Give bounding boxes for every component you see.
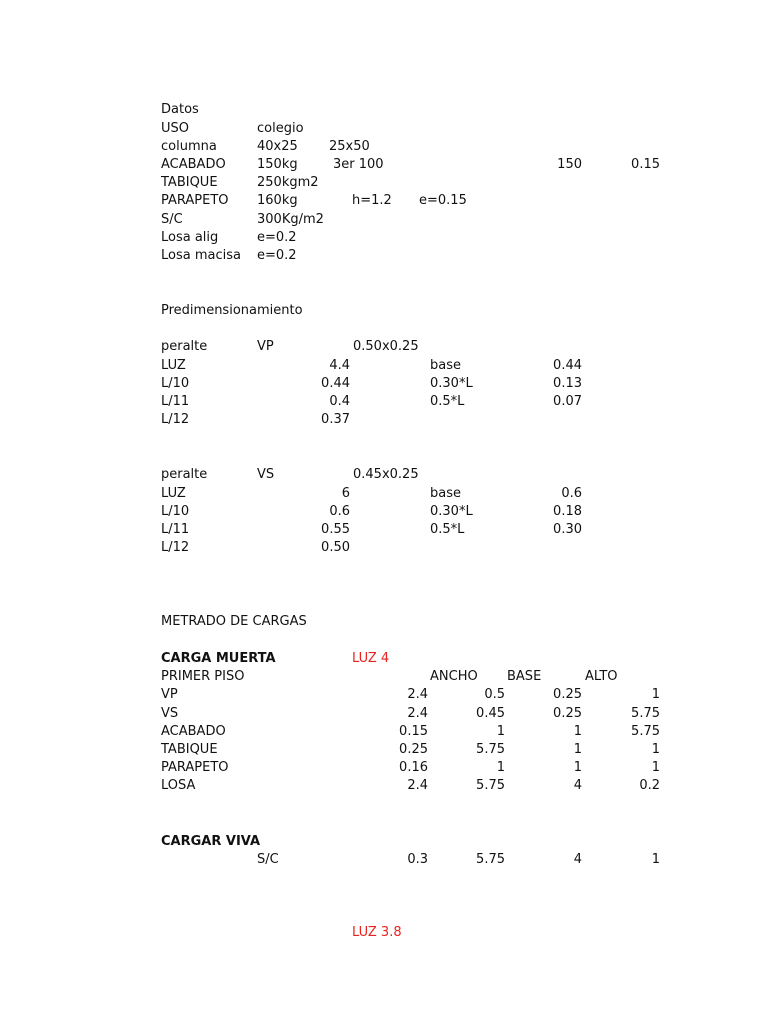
carga-row-c2: 1 [496,724,505,739]
carga-row-c1: 2.4 [407,706,428,721]
parapeto-value-1: 160kg [257,193,298,208]
carga-row-c4: 5.75 [631,706,660,721]
carga-row-c2: 1 [496,760,505,775]
carga-row-c3: 1 [573,760,582,775]
vs-row-value: 0.55 [321,522,350,537]
carga-row-c4: 1 [651,687,660,702]
vs-row-label: L/12 [161,540,190,555]
datos-title: Datos [161,102,199,117]
vs-row-value2: 0.18 [553,504,582,519]
acabado-value-3: 150 [557,157,582,172]
cargar-viva-heading: CARGAR VIVA [161,834,261,849]
uso-label: USO [161,121,189,136]
carga-row-c1: 2.4 [407,687,428,702]
uso-value: colegio [257,121,304,136]
vs-size: 0.45x0.25 [353,467,419,482]
carga-row-c3: 1 [573,742,582,757]
carga-row-label: VS [161,706,179,721]
carga-row-c3: 4 [573,778,582,793]
columna-value-2: 25x50 [329,139,370,154]
vp-row-value2: 0.13 [553,376,582,391]
carga-row-c4: 5.75 [631,724,660,739]
carga-row-c2: 0.5 [484,687,505,702]
tabique-value: 250kgm2 [257,175,319,190]
carga-row-label: VP [161,687,178,702]
predim-title: Predimensionamiento [161,303,303,318]
parapeto-value-2: h=1.2 [352,193,392,208]
carga-row-c4: 1 [651,760,660,775]
carga-row-label: LOSA [161,778,196,793]
vs-row-label2: 0.5*L [430,522,465,537]
vp-peralte-label: peralte [161,339,208,354]
losa-macisa-label: Losa macisa [161,248,241,263]
vs-row-value: 0.6 [329,504,350,519]
vp-row-label: L/10 [161,376,190,391]
acabado-value-4: 0.15 [631,157,660,172]
carga-row-c1: 0.25 [399,742,428,757]
carga-row-c1: 0.15 [399,724,428,739]
luz-4-label: LUZ 4 [352,651,390,666]
header-ancho: ANCHO [430,669,478,684]
vp-row-label: L/11 [161,394,190,409]
carga-row-label: ACABADO [161,724,226,739]
vs-row-label2: base [430,486,461,501]
carga-row-c2: 5.75 [476,778,505,793]
vp-row-label: LUZ [161,358,186,373]
vs-row-label2: 0.30*L [430,504,473,519]
acabado-value-2: 3er 100 [333,157,384,172]
carga-row-c2: 5.75 [476,742,505,757]
vs-peralte-label: peralte [161,467,208,482]
columna-label: columna [161,139,217,154]
viva-row-label: S/C [257,852,279,867]
carga-row-c2: 0.45 [476,706,505,721]
carga-row-c1: 2.4 [407,778,428,793]
vs-tag: VS [257,467,275,482]
carga-row-c1: 0.16 [399,760,428,775]
vp-row-value: 0.44 [321,376,350,391]
viva-row-c4: 1 [651,852,660,867]
viva-row-c2: 5.75 [476,852,505,867]
vp-row-value: 0.37 [321,412,350,427]
carga-muerta-heading: CARGA MUERTA [161,651,276,666]
losa-macisa-value: e=0.2 [257,248,297,263]
losa-alig-value: e=0.2 [257,230,297,245]
acabado-value-1: 150kg [257,157,298,172]
losa-alig-label: Losa alig [161,230,219,245]
vp-row-value: 0.4 [329,394,350,409]
vs-row-label: L/11 [161,522,190,537]
vp-size: 0.50x0.25 [353,339,419,354]
carga-row-label: TABIQUE [161,742,218,757]
vs-row-value: 6 [341,486,350,501]
vp-row-value: 4.4 [329,358,350,373]
vs-row-label: L/10 [161,504,190,519]
carga-row-c3: 0.25 [553,687,582,702]
header-base: BASE [507,669,542,684]
carga-row-c3: 0.25 [553,706,582,721]
vp-row-label: L/12 [161,412,190,427]
tabique-label: TABIQUE [161,175,218,190]
vs-row-value2: 0.30 [553,522,582,537]
vp-row-value2: 0.44 [553,358,582,373]
vp-row-value2: 0.07 [553,394,582,409]
vp-row-label2: 0.30*L [430,376,473,391]
carga-row-label: PARAPETO [161,760,229,775]
parapeto-label: PARAPETO [161,193,229,208]
columna-value-1: 40x25 [257,139,298,154]
sc-label: S/C [161,212,183,227]
carga-row-c4: 0.2 [639,778,660,793]
vp-row-label2: base [430,358,461,373]
vp-row-label2: 0.5*L [430,394,465,409]
vs-row-label: LUZ [161,486,186,501]
sc-value: 300Kg/m2 [257,212,324,227]
acabado-label: ACABADO [161,157,226,172]
viva-row-c1: 0.3 [407,852,428,867]
vs-row-value2: 0.6 [561,486,582,501]
metrado-title: METRADO DE CARGAS [161,614,307,629]
vs-row-value: 0.50 [321,540,350,555]
vp-tag: VP [257,339,274,354]
header-alto: ALTO [585,669,618,684]
luz-3-8-label: LUZ 3.8 [352,925,402,940]
carga-row-c4: 1 [651,742,660,757]
parapeto-value-3: e=0.15 [419,193,467,208]
viva-row-c3: 4 [573,852,582,867]
primer-piso-label: PRIMER PISO [161,669,245,684]
carga-row-c3: 1 [573,724,582,739]
